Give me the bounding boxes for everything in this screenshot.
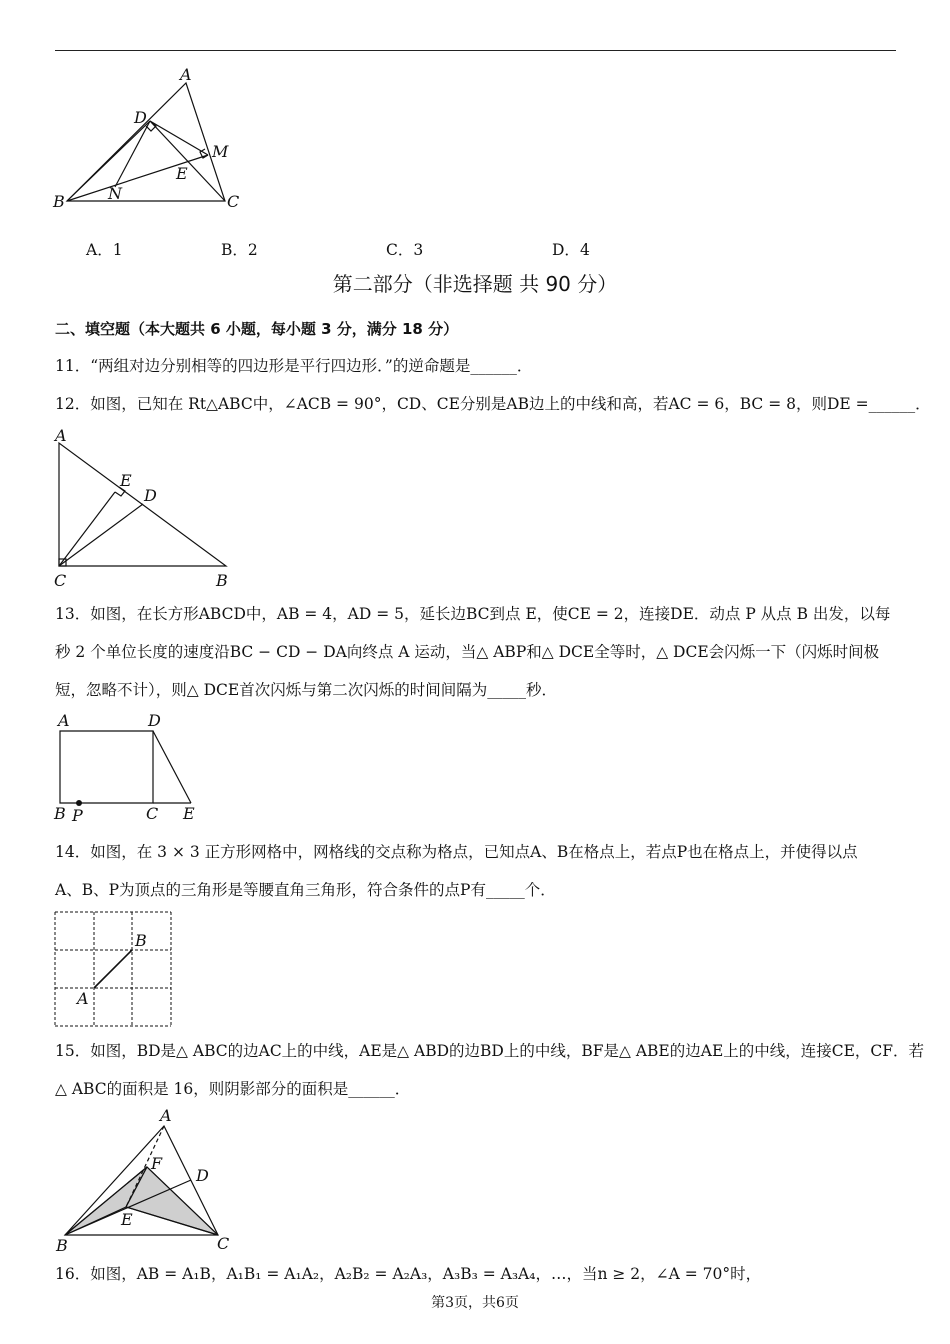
fig2-label-d: D [144,486,157,505]
fig1-label-n: N [108,184,122,203]
question-14-line-2: A、B、P为顶点的三角形是等腰直角三角形，符合条件的点P有_____个． [55,881,556,899]
fig4-label-a: A [77,989,89,1008]
fig2-label-c: C [54,571,67,590]
fig1-label-c: C [227,192,240,211]
fig5-label-f: F [151,1154,163,1173]
fig5-label-d: D [196,1166,209,1185]
question-13-line-1: 13．如图，在长方形ABCD中，AB = 4，AD = 5，延长边BC到点 E，使CE = 2，连接DE．动点 P 从点 B 出发，以每 [55,605,891,623]
fig3-label-e: E [183,804,195,823]
fig2-label-a: A [55,426,67,445]
figure-q10 [50,62,250,212]
question-14-line-1: 14．如图，在 3 × 3 正方形网格中，网格线的交点称为格点，已知点A、B在格点上，若点P也在格点上，并使得以点 [55,843,858,861]
option-a-value: 1 [112,241,123,259]
figure-q14-grid [50,906,180,1031]
option-a-letter: A． [86,241,113,259]
fig3-label-a: A [58,711,70,730]
option-c [386,238,423,260]
fig3-label-p: P [72,806,83,823]
question-16: 16．如图，AB = A₁B，A₁B₁ = A₁A₂，A₂B₂ = A₂A₃，A₃B₃ = A₃A₄，…，当n ≥ 2，∠A = 70°时， [55,1265,762,1283]
option-c-value: 3 [413,241,424,259]
option-c-letter: C． [386,241,414,259]
option-d [552,238,590,260]
fig3-label-b: B [54,804,66,823]
figure-q15 [50,1104,240,1256]
fig2-label-b: B [216,571,228,590]
part-title: 第二部分（非选择题 共 90 分） [332,272,618,296]
fig5-label-c: C [217,1234,230,1253]
fig4-label-b: B [135,931,147,950]
question-13-line-2: 秒 2 个单位长度的速度沿BC − CD − DA向终点 A 运动，当△ ABP和△ DCE全等时，△ DCE会闪烁一下（闪烁时间极 [55,643,880,661]
question-11: 11．“两组对边分别相等的四边形是平行四边形．”的逆命题是______． [55,357,533,375]
fig3-label-d: D [148,711,161,730]
option-b [221,238,258,260]
question-12: 12．如图，已知在 Rt△ABC中，∠ACB = 90°，CD、CE分别是AB边上的中线和高，若AC = 6，BC = 8，则DE =______． [55,395,931,413]
question-15-line-2: △ ABC的面积是 16，则阴影部分的面积是______． [55,1080,411,1098]
section-title: 二、填空题（本大题共 6 小题，每小题 3 分，满分 18 分） [55,320,459,338]
fig5-label-b: B [56,1236,68,1255]
fig2-label-e: E [120,471,132,490]
question-13-line-3: 短，忽略不计），则△ DCE首次闪烁与第二次闪烁的时间间隔为_____秒． [55,681,557,699]
fig5-label-a: A [160,1106,172,1125]
fig1-label-a: A [180,65,192,84]
option-b-letter: B． [221,241,248,259]
fig1-label-m: M [212,142,229,161]
option-a [86,238,123,260]
fig1-label-b: B [53,192,65,211]
figure-q12 [50,425,240,590]
question-15-line-1: 15．如图，BD是△ ABC的边AC上的中线，AE是△ ABD的边BD上的中线，BF是△ ABE的边AE上的中线，连接CE，CF．若 [55,1042,925,1060]
fig5-label-e: E [121,1210,133,1229]
option-d-letter: D． [552,241,580,259]
fig1-label-d: D [134,108,147,127]
page-footer: 第3页，共6页 [431,1295,519,1311]
option-d-value: 4 [579,241,590,259]
fig3-label-c: C [146,804,159,823]
header-rule [55,50,896,51]
fig1-label-e: E [176,164,188,183]
figure-q13 [50,708,210,823]
option-b-value: 2 [247,241,258,259]
